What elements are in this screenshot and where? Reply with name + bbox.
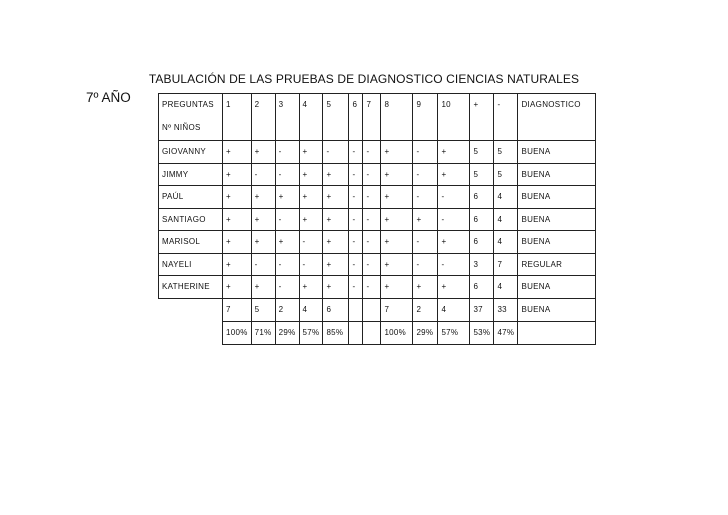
answer-cell: - <box>299 253 323 276</box>
answer-cell: + <box>299 276 323 299</box>
diagnostico-cell: BUENA <box>518 276 596 299</box>
header-question: 6 <box>349 94 363 141</box>
answer-cell: - <box>363 141 381 164</box>
plus-count: 5 <box>470 141 494 164</box>
answer-cell: - <box>251 163 275 186</box>
minus-count: 4 <box>494 208 518 231</box>
plus-count: 6 <box>470 231 494 254</box>
answer-cell: + <box>223 231 252 254</box>
student-name: NAYELI <box>159 253 223 276</box>
answer-cell: - <box>363 231 381 254</box>
answer-cell: - <box>275 276 299 299</box>
minus-count: 4 <box>494 231 518 254</box>
empty-cell <box>159 298 223 321</box>
minus-count: 5 <box>494 163 518 186</box>
totals-cell: 5 <box>251 298 275 321</box>
answer-cell: + <box>438 276 470 299</box>
student-name: MARISOL <box>159 231 223 254</box>
page-title: TABULACIÓN DE LAS PRUEBAS DE DIAGNOSTICO CIENCIAS NATURALES <box>148 72 580 86</box>
answer-cell: - <box>251 253 275 276</box>
totals-cell <box>363 298 381 321</box>
plus-count: 5 <box>470 163 494 186</box>
answer-cell: - <box>349 141 363 164</box>
totals-cell: 6 <box>323 298 349 321</box>
percentages-cell: 57% <box>299 321 323 344</box>
table-row <box>159 208 596 231</box>
percentages-row <box>159 321 596 344</box>
percentages-cell: 71% <box>251 321 275 344</box>
minus-count: 5 <box>494 141 518 164</box>
answer-cell: + <box>381 231 413 254</box>
header-question: 7 <box>363 94 381 141</box>
answer-cell: - <box>413 253 438 276</box>
answer-cell: - <box>349 208 363 231</box>
percentages-cell: 100% <box>381 321 413 344</box>
answer-cell: - <box>349 163 363 186</box>
answer-cell: + <box>381 276 413 299</box>
minus-count: 4 <box>494 276 518 299</box>
totals-plus: 37 <box>470 298 494 321</box>
percentages-cell <box>349 321 363 344</box>
header-diagnostico: DIAGNOSTICO <box>518 94 596 141</box>
grade-label: 7º AÑO <box>86 90 131 105</box>
table-row <box>159 231 596 254</box>
diagnostico-cell: BUENA <box>518 163 596 186</box>
header-question: 1 <box>223 94 252 141</box>
percentages-cell: 85% <box>323 321 349 344</box>
header-question: 3 <box>275 94 299 141</box>
totals-row <box>159 298 596 321</box>
answer-cell: + <box>381 253 413 276</box>
table-row <box>159 141 596 164</box>
answer-cell: + <box>275 231 299 254</box>
answer-cell: + <box>251 231 275 254</box>
tabulation-table <box>158 93 596 345</box>
table-row <box>159 276 596 299</box>
diagnostico-cell: BUENA <box>518 186 596 209</box>
totals-cell <box>349 298 363 321</box>
percentages-minus: 47% <box>494 321 518 344</box>
totals-cell: 2 <box>275 298 299 321</box>
header-question: 10 <box>438 94 470 141</box>
plus-count: 6 <box>470 186 494 209</box>
answer-cell: + <box>251 186 275 209</box>
answer-cell: + <box>413 276 438 299</box>
percentages-cell: 29% <box>413 321 438 344</box>
answer-cell: - <box>363 186 381 209</box>
totals-cell: 7 <box>223 298 252 321</box>
totals-cell: 4 <box>438 298 470 321</box>
answer-cell: - <box>275 253 299 276</box>
header-question: 2 <box>251 94 275 141</box>
empty-cell <box>159 321 223 344</box>
answer-cell: + <box>299 141 323 164</box>
answer-cell: - <box>413 231 438 254</box>
header-ninos: Nº NIÑOS <box>162 123 201 132</box>
answer-cell: - <box>349 231 363 254</box>
table-row <box>159 253 596 276</box>
header-plus: + <box>470 94 494 141</box>
answer-cell: + <box>223 186 252 209</box>
table-row <box>159 186 596 209</box>
answer-cell: - <box>413 141 438 164</box>
answer-cell: - <box>275 141 299 164</box>
answer-cell: + <box>251 208 275 231</box>
header-question: 5 <box>323 94 349 141</box>
minus-count: 4 <box>494 186 518 209</box>
plus-count: 3 <box>470 253 494 276</box>
totals-minus: 33 <box>494 298 518 321</box>
percentages-cell <box>363 321 381 344</box>
answer-cell: - <box>438 253 470 276</box>
diagnostico-cell: BUENA <box>518 141 596 164</box>
answer-cell: + <box>323 253 349 276</box>
student-name: PAÚL <box>159 186 223 209</box>
answer-cell: + <box>223 253 252 276</box>
totals-cell: 7 <box>381 298 413 321</box>
percentages-plus: 53% <box>470 321 494 344</box>
answer-cell: + <box>223 141 252 164</box>
plus-count: 6 <box>470 276 494 299</box>
answer-cell: + <box>438 141 470 164</box>
answer-cell: - <box>438 208 470 231</box>
answer-cell: - <box>349 253 363 276</box>
header-cell-questions <box>159 94 223 141</box>
percentages-cell: 57% <box>438 321 470 344</box>
header-question: 4 <box>299 94 323 141</box>
student-name: KATHERINE <box>159 276 223 299</box>
header-row <box>159 94 596 141</box>
answer-cell: + <box>381 141 413 164</box>
answer-cell: + <box>381 208 413 231</box>
student-name: JIMMY <box>159 163 223 186</box>
header-preguntas: PREGUNTAS <box>162 100 214 109</box>
answer-cell: + <box>299 163 323 186</box>
answer-cell: + <box>299 186 323 209</box>
totals-diagnostico: BUENA <box>518 298 596 321</box>
diagnostico-cell: BUENA <box>518 208 596 231</box>
header-minus: - <box>494 94 518 141</box>
answer-cell: - <box>275 208 299 231</box>
diagnostico-cell: REGULAR <box>518 253 596 276</box>
answer-cell: + <box>251 141 275 164</box>
percentages-cell: 29% <box>275 321 299 344</box>
diagnostico-cell: BUENA <box>518 231 596 254</box>
answer-cell: + <box>223 163 252 186</box>
answer-cell: + <box>323 186 349 209</box>
answer-cell: + <box>381 186 413 209</box>
answer-cell: + <box>323 208 349 231</box>
answer-cell: - <box>363 253 381 276</box>
answer-cell: + <box>251 276 275 299</box>
student-name: GIOVANNY <box>159 141 223 164</box>
percentages-cell: 100% <box>223 321 252 344</box>
answer-cell: + <box>299 208 323 231</box>
totals-cell: 4 <box>299 298 323 321</box>
answer-cell: + <box>438 231 470 254</box>
answer-cell: + <box>223 276 252 299</box>
answer-cell: - <box>363 163 381 186</box>
answer-cell: - <box>349 276 363 299</box>
answer-cell: - <box>363 276 381 299</box>
answer-cell: + <box>381 163 413 186</box>
percentages-diagnostico <box>518 321 596 344</box>
answer-cell: - <box>275 163 299 186</box>
header-question: 9 <box>413 94 438 141</box>
answer-cell: - <box>438 186 470 209</box>
answer-cell: + <box>323 231 349 254</box>
answer-cell: - <box>299 231 323 254</box>
answer-cell: - <box>413 163 438 186</box>
header-question: 8 <box>381 94 413 141</box>
answer-cell: + <box>275 186 299 209</box>
student-name: SANTIAGO <box>159 208 223 231</box>
table-row <box>159 163 596 186</box>
answer-cell: + <box>438 163 470 186</box>
totals-cell: 2 <box>413 298 438 321</box>
minus-count: 7 <box>494 253 518 276</box>
answer-cell: - <box>413 186 438 209</box>
answer-cell: - <box>323 141 349 164</box>
answer-cell: + <box>323 163 349 186</box>
plus-count: 6 <box>470 208 494 231</box>
answer-cell: + <box>223 208 252 231</box>
answer-cell: - <box>349 186 363 209</box>
answer-cell: + <box>413 208 438 231</box>
answer-cell: - <box>363 208 381 231</box>
answer-cell: + <box>323 276 349 299</box>
